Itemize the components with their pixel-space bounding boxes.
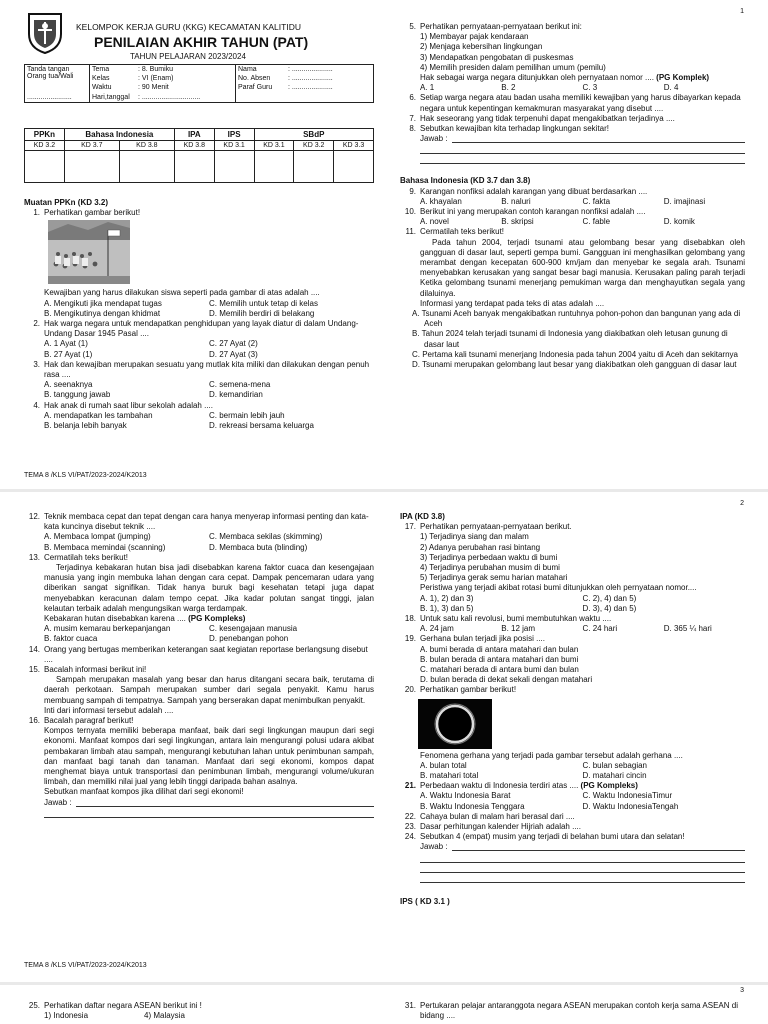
question-20-stem: Fenomena gerhana yang terjadi pada gambar tersebut adalah gerhana .... bbox=[420, 750, 683, 760]
option[interactable]: D. imajinasi bbox=[663, 196, 706, 206]
score-cell[interactable] bbox=[294, 151, 334, 183]
option[interactable]: C. Waktu IndonesiaTimur bbox=[582, 791, 673, 801]
answer-line[interactable] bbox=[420, 853, 745, 863]
answer-line[interactable] bbox=[420, 154, 745, 164]
option[interactable]: D. Membaca buta (blinding) bbox=[209, 542, 308, 552]
option[interactable]: C. fakta bbox=[582, 196, 611, 206]
question-9: 9. Karangan nonfiksi adalah karangan yang dibuat berdasarkan .... bbox=[409, 186, 648, 196]
option[interactable]: D. rekreasi bersama keluarga bbox=[209, 421, 314, 431]
list-item: 4) Malaysia bbox=[144, 1011, 185, 1021]
footer: TEMA 8 /KLS VI/PAT/2023-2024/K2013 bbox=[24, 962, 147, 969]
option[interactable]: D. penebangan pohon bbox=[209, 634, 289, 644]
hari-field[interactable]: : .............................. bbox=[136, 93, 236, 103]
question-13: 13. Cermatilah teks berikut! bbox=[28, 552, 129, 562]
option[interactable]: B. faktor cuaca bbox=[44, 634, 98, 644]
option[interactable]: A. 1), 2) dan 3) bbox=[420, 593, 474, 603]
score-cell[interactable] bbox=[214, 151, 254, 183]
option[interactable]: A. novel bbox=[420, 217, 449, 227]
footer: TEMA 8 /KLS VI/PAT/2023-2024/K2013 bbox=[24, 472, 147, 479]
option[interactable]: B. matahari total bbox=[420, 771, 479, 781]
option[interactable]: A. musim kemarau berkepanjangan bbox=[44, 624, 171, 634]
kd-cell: KD 3.7 bbox=[64, 141, 119, 151]
question-3-options bbox=[24, 380, 374, 400]
question-21-options bbox=[400, 791, 745, 811]
section-ppkn: Muatan PPKn (KD 3.2) bbox=[24, 198, 109, 207]
question-1-stem: Kewajiban yang harus dilakukan siswa seperti pada gambar di atas adalah .... bbox=[44, 288, 320, 298]
question-11-stem: Informasi yang terdapat pada teks di atas adalah .... bbox=[420, 298, 605, 308]
kelas-value: : VI (Enam) bbox=[138, 75, 174, 83]
score-cell[interactable] bbox=[334, 151, 374, 183]
absen-key: No. Absen bbox=[236, 74, 287, 83]
reading-passage: Terjadinya kebakaran hutan bisa jadi disebabkan karena faktor cuaca dan kesengajaan manusia yang ingin membuka lahan dengan cara cepat. Dampak pencemaran udara yang diberikan sangat signifikan. Tidak hanya buruk bagi kesehatan tetapi juga dapat menyebabkan keracunan dalam tempo cepat. Jika kadar polutan sangat tinggi, jalan kelautan terbaik adalah mengungsikan warga terdampak. bbox=[44, 563, 374, 613]
answer-line[interactable] bbox=[420, 873, 745, 883]
score-cell[interactable] bbox=[254, 151, 294, 183]
kd-cell: KD 3.1 bbox=[254, 141, 294, 151]
list-item: 3) Mendapatkan pengobatan di puskesmas bbox=[420, 52, 574, 62]
question-15: 15. Bacalah informasi berikut ini! bbox=[28, 665, 147, 675]
option[interactable]: B. belanja lebih banyak bbox=[44, 421, 127, 431]
list-item: 4) Terjadinya perubahan musim di bumi bbox=[420, 563, 560, 573]
kd-cell: KD 3.2 bbox=[294, 141, 334, 151]
list-item: 4) Memilih presiden dalam pemilihan umum (pemilu) bbox=[420, 62, 606, 72]
paraf-field[interactable]: : ..................... bbox=[286, 83, 374, 92]
waktu-value: : 90 Menit bbox=[138, 84, 169, 92]
signature-line[interactable]: ....................... bbox=[27, 94, 72, 101]
eclipse-image bbox=[418, 699, 492, 749]
option[interactable]: D. Tsunami merupakan gelombang laut besar yang diakibatkan oleh gangguan di dasar laut bbox=[412, 360, 737, 370]
option[interactable]: C. fable bbox=[582, 217, 611, 227]
answer-field[interactable]: Jawab : bbox=[24, 798, 374, 808]
question-17: 17. Perhatikan pernyataan-pernyataan berikut. bbox=[404, 522, 572, 532]
section-bindo: Bahasa Indonesia (KD 3.7 dan 3.8) bbox=[400, 176, 531, 186]
answer-field[interactable]: Jawab : bbox=[400, 842, 745, 852]
option[interactable]: B. 1), 3) dan 5) bbox=[420, 603, 474, 613]
option[interactable]: D. 27 Ayat (3) bbox=[209, 349, 258, 359]
question-14: 14. Orang yang bertugas memberikan keterangan saat kegiatan reportase berlangsung disebut .... bbox=[28, 644, 368, 664]
right-column-p3 bbox=[400, 1001, 745, 1021]
page-2 bbox=[0, 492, 768, 982]
answer-field[interactable]: Jawab : bbox=[400, 134, 745, 144]
score-cell[interactable] bbox=[174, 151, 214, 183]
option[interactable]: B. 12 jam bbox=[501, 624, 536, 634]
nama-field[interactable]: : ..................... bbox=[286, 65, 374, 75]
list-item: 1) Terjadinya siang dan malam bbox=[420, 532, 529, 542]
question-20-options bbox=[400, 761, 745, 781]
question-15-stem: Inti dari informasi tersebut adalah .... bbox=[44, 705, 174, 715]
list-item: 2) Menjaga kebersihan lingkungan bbox=[420, 42, 543, 52]
left-column-p1 bbox=[24, 194, 374, 431]
option[interactable]: C. Pertama kali tsunami menerjang Indonesia pada tahun 2004 yaitu di Aceh dan sekitarnya bbox=[412, 349, 738, 359]
question-3: 3. Hak dan kewajiban merupakan sesuatu yang mutlak kita miliki dan dilakukan dengan penuh rasa .... bbox=[33, 359, 370, 380]
subject-sbdp: SBdP bbox=[254, 129, 373, 141]
option[interactable]: A. Waktu Indonesia Barat bbox=[420, 791, 511, 801]
option[interactable]: D. Waktu IndonesiaTengah bbox=[582, 801, 679, 811]
section-ipa: IPA (KD 3.8) bbox=[400, 512, 445, 521]
tema-key: Tema bbox=[90, 65, 137, 75]
option[interactable]: C. 3 bbox=[582, 83, 598, 93]
question-17-stem: Peristiwa yang terjadi akibat rotasi bumi ditunjukkan oleh pernyataan nomor.... bbox=[420, 583, 697, 593]
question-20: 20. Perhatikan gambar berikut! bbox=[404, 685, 517, 695]
section-ips: IPS ( KD 3.1 ) bbox=[400, 896, 450, 906]
signature-label: Tanda tangan bbox=[27, 66, 70, 73]
option[interactable]: B. skripsi bbox=[501, 217, 534, 227]
question-2: 2. Hak warga negara untuk mendapatkan penghidupan yang layak diatur di dalam Undang-Undang Dasar 1945 Pasal .... bbox=[33, 319, 359, 339]
option[interactable]: A. bulan total bbox=[420, 760, 467, 770]
question-24: 24. Sebutkan 4 (empat) musim yang terjadi di belahan bumi utara dan selatan! bbox=[404, 832, 685, 842]
page-number: 1 bbox=[740, 8, 744, 15]
option[interactable]: C. Memilih untuk tetap di kelas bbox=[209, 298, 318, 308]
question-5-stem: Hak sebagai warga negara ditunjukkan oleh pernyataan nomor .... (PG Komplek) bbox=[420, 73, 710, 83]
question-25: 25. Perhatikan daftar negara ASEAN berikut ini ! bbox=[28, 1001, 202, 1010]
option[interactable]: B. Membaca memindai (scanning) bbox=[44, 542, 166, 552]
page-number: 2 bbox=[740, 500, 744, 507]
question-4-options bbox=[24, 411, 374, 431]
question-11: 11. Cermatilah teks berikut! bbox=[405, 227, 505, 237]
answer-line[interactable] bbox=[420, 863, 745, 873]
paraf-key: Paraf Guru bbox=[236, 83, 287, 92]
question-9-options bbox=[400, 197, 745, 207]
page-number: 3 bbox=[740, 987, 744, 994]
list-item: 1) Indonesia bbox=[44, 1011, 89, 1021]
option[interactable]: D. 4 bbox=[663, 83, 679, 93]
option[interactable]: C. bermain lebih jauh bbox=[209, 410, 285, 420]
option[interactable]: A. mendapatkan les tambahan bbox=[44, 410, 153, 420]
question-18-options bbox=[400, 624, 745, 634]
question-22: 22. Cahaya bulan di malam hari berasal dari .... bbox=[404, 811, 575, 821]
regency-logo-icon bbox=[26, 10, 64, 54]
option[interactable]: D. Memilih berdiri di belakang bbox=[209, 308, 315, 318]
left-column-p2 bbox=[24, 512, 374, 818]
kd-cell: KD 3.8 bbox=[119, 141, 174, 151]
list-item: 1) Membayar pajak kendaraan bbox=[420, 32, 529, 42]
country-list bbox=[24, 1011, 374, 1021]
option[interactable]: D. komik bbox=[663, 217, 695, 227]
option[interactable]: B. tanggung jawab bbox=[44, 390, 111, 400]
answer-line[interactable] bbox=[420, 144, 745, 154]
option[interactable]: A. 24 jam bbox=[420, 624, 454, 634]
question-16: 16. Bacalah paragraf berikut! bbox=[28, 716, 134, 726]
waktu-key: Waktu bbox=[92, 84, 112, 92]
question-7: 7. Hak seseorang yang tidak terpenuhi dapat mengakibatkan terjadinya .... bbox=[409, 113, 675, 123]
option[interactable]: C. 24 hari bbox=[582, 624, 618, 634]
option[interactable]: B. Tahun 2024 telah terjadi tsunami di Indonesia yang diakibatkan oleh letusan gunung di dasar laut bbox=[412, 329, 728, 349]
question-5-options bbox=[400, 83, 745, 93]
subject-bindo: Bahasa Indonesia bbox=[64, 129, 174, 141]
option[interactable]: D. bulan berada di dekat sekali dengan matahari bbox=[420, 675, 593, 685]
score-table bbox=[24, 128, 374, 183]
option[interactable]: A. khayalan bbox=[420, 196, 462, 206]
subject-ipa: IPA bbox=[174, 129, 214, 141]
option[interactable]: D. 365 ¼ hari bbox=[663, 624, 712, 634]
list-item: 2) Adanya perubahan rasi bintang bbox=[420, 542, 541, 552]
option[interactable]: A. Tsunami Aceh banyak mengakibatkan runtuhnya pohon-pohon dan bangunan yang ada di Aceh bbox=[412, 309, 741, 329]
option[interactable]: B. 2 bbox=[501, 83, 516, 93]
school-year: TAHUN PELAJARAN 2023/2024 bbox=[130, 52, 246, 61]
answer-line[interactable] bbox=[44, 808, 374, 818]
option[interactable]: C. Membaca sekilas (skimming) bbox=[209, 532, 323, 542]
right-column-p2 bbox=[400, 512, 745, 907]
reading-passage: Pada tahun 2004, terjadi tsunami atau gelombang besar yang disebabkan oleh gangguan di dasar laut, seperti gempa bumi. Gangguan ini menghasilkan gelombang yang merambat dengan kecepatan 600-900 km/jam dan menyebar ke segala arah. Tsunami menyebabkan kerusakan yang sangat besar bagi manusia. Kerusakan paling parah terjadi Ketika gelombang tsunami menerjang pemukiman warga dan menghayutkan segala yang dilaluinya. bbox=[420, 237, 745, 298]
option[interactable]: C. bulan sebagian bbox=[582, 760, 647, 770]
subject-ips: IPS bbox=[214, 129, 254, 141]
option[interactable]: B. Waktu Indonesia Tenggara bbox=[420, 801, 525, 811]
question-16-stem: Sebutkan manfaat kompos jika dilihat dari segi ekonomi! bbox=[44, 787, 244, 797]
question-19: 19. Gerhana bulan terjadi jika posisi .... bbox=[404, 634, 545, 644]
option[interactable]: A. 1 bbox=[420, 83, 435, 93]
question-10-options bbox=[400, 217, 745, 227]
option[interactable]: C. 27 Ayat (2) bbox=[209, 339, 258, 349]
list-item: 5) Terjadinya gerak semu harian matahari bbox=[420, 573, 568, 583]
score-cell[interactable] bbox=[119, 151, 174, 183]
question-21: 21. Perbedaan waktu di Indonesia terdiri atas .... (PG Kompleks) bbox=[404, 781, 638, 791]
question-31: 31. Pertukaran pelajar antaranggota negara ASEAN merupakan contoh kerja sama ASEAN di bidang .... bbox=[404, 1001, 738, 1021]
question-4: 4. Hak anak di rumah saat libur sekolah adalah .... bbox=[33, 400, 213, 410]
option[interactable]: B. Mengikutinya dengan khidmat bbox=[44, 308, 161, 318]
absen-field[interactable]: : ..................... bbox=[286, 74, 374, 83]
question-2-options bbox=[24, 339, 374, 359]
question-8: 8. Sebutkan kewajiban kita terhadap lingkungan sekitar! bbox=[409, 124, 610, 134]
question-5: 5. Perhatikan pernyataan-pernyataan berikut ini: bbox=[409, 22, 582, 31]
hari-key: Hari,tanggal bbox=[90, 93, 137, 103]
option[interactable]: C. semena-mena bbox=[209, 380, 271, 390]
option[interactable]: C. 2), 4) dan 5) bbox=[582, 593, 637, 603]
guardian-label: Orang tua/Wali bbox=[27, 73, 74, 80]
question-13-options bbox=[24, 624, 374, 644]
left-column-p3 bbox=[24, 1001, 374, 1021]
reading-passage: Kompos ternyata memiliki beberapa manfaat, baik dari segi lingkungan maupun dari segi ekonomi. Manfaat kompos dari segi lingkungan, antara lain mengurangi polusi udara akibat pembakaran limbah atau sampah, mengurangi kebutuhan lahan untuk penimbunan sampah, dan manfaat bagi tanah dan tanaman. Manfaat dari segi ekonomi, kompos dapat menghemat biaya untuk transportasi dan penimbunan limbah, mengurangi volume/ukuran limbah, dan memiliki nilai jual yang lebih tinggi daripada bahan asalnya. bbox=[44, 726, 374, 787]
question-12: 12. Teknik membaca cepat dan tepat dengan cara hanya menyerap informasi penting dan kata-kata kuncinya disebut teknik .... bbox=[28, 512, 369, 532]
option[interactable]: C. matahari berada di antara bumi dan bulan bbox=[420, 665, 579, 675]
exam-title: PENILAIAN AKHIR TAHUN (PAT) bbox=[94, 34, 309, 50]
question-18: 18. Untuk satu kali revolusi, bumi membutuhkan waktu .... bbox=[404, 614, 612, 624]
option[interactable]: D. kemandirian bbox=[209, 390, 263, 400]
page-1 bbox=[0, 0, 768, 489]
option[interactable]: B. bulan berada di antara matahari dan bumi bbox=[420, 654, 579, 664]
score-cell[interactable] bbox=[25, 151, 65, 183]
question-23: 23. Dasar perhitungan kalender Hijriah adalah .... bbox=[404, 822, 581, 832]
kd-cell: KD 3.2 bbox=[25, 141, 65, 151]
option[interactable]: B. 27 Ayat (1) bbox=[44, 349, 93, 359]
score-cell[interactable] bbox=[64, 151, 119, 183]
option[interactable]: D. matahari cincin bbox=[582, 771, 647, 781]
kd-cell: KD 3.1 bbox=[214, 141, 254, 151]
question-1: 1. Perhatikan gambar berikut! bbox=[33, 208, 141, 218]
question-13-stem: Kebakaran hutan disebabkan karena .... (PG Kompleks) bbox=[44, 614, 246, 624]
option[interactable]: C. kesengajaan manusia bbox=[209, 624, 298, 634]
flag-ceremony-image bbox=[48, 220, 130, 284]
option[interactable]: A. Membaca lompat (jumping) bbox=[44, 532, 151, 542]
identity-table bbox=[24, 64, 374, 103]
option[interactable]: D. 3), 4) dan 5) bbox=[582, 603, 637, 613]
kd-cell: KD 3.3 bbox=[334, 141, 374, 151]
page-3 bbox=[0, 985, 768, 1024]
option[interactable]: A. 1 Ayat (1) bbox=[44, 339, 88, 349]
subject-ppkn: PPKn bbox=[25, 129, 65, 141]
option[interactable]: A. Mengikuti jika mendapat tugas bbox=[44, 298, 162, 308]
reading-passage: Sampah merupakan masalah yang besar dan harus ditangani secara baik, terutama di daerah perkotaan. Sampah merupakan sumber dari segala penyakit. Kamu harus membuang sampah di tempatnya. Sampah yang berserakan dapat menimbulkan penyakit. bbox=[44, 675, 374, 705]
question-10: 10. Berikut ini yang merupakan contoh karangan nonfiksi adalah .... bbox=[404, 207, 646, 217]
tema-value: : 8. Bumiku bbox=[136, 65, 236, 75]
list-item: 3) Terjadinya perbedaan waktu di bumi bbox=[420, 552, 558, 562]
option[interactable]: B. naluri bbox=[501, 196, 531, 206]
kelas-key: Kelas bbox=[92, 75, 110, 83]
nama-key: Nama bbox=[236, 65, 287, 75]
question-17-options bbox=[400, 594, 745, 614]
org-name: KELOMPOK KERJA GURU (KKG) KECAMATAN KALITIDU bbox=[76, 22, 301, 32]
question-12-options bbox=[24, 532, 374, 552]
question-6: 6. Setiap warga negara atau badan usaha memiliki kewajiban yang harus dibayarkan kepada negara untuk kepentingan kemakmuran masyarakat yang disebut .... bbox=[409, 93, 741, 113]
question-1-options bbox=[24, 299, 374, 319]
option[interactable]: A. bumi berada di antara matahari dan bulan bbox=[420, 644, 579, 654]
kd-cell: KD 3.8 bbox=[174, 141, 214, 151]
option[interactable]: A. seenaknya bbox=[44, 380, 93, 390]
right-column-p1 bbox=[400, 22, 745, 370]
